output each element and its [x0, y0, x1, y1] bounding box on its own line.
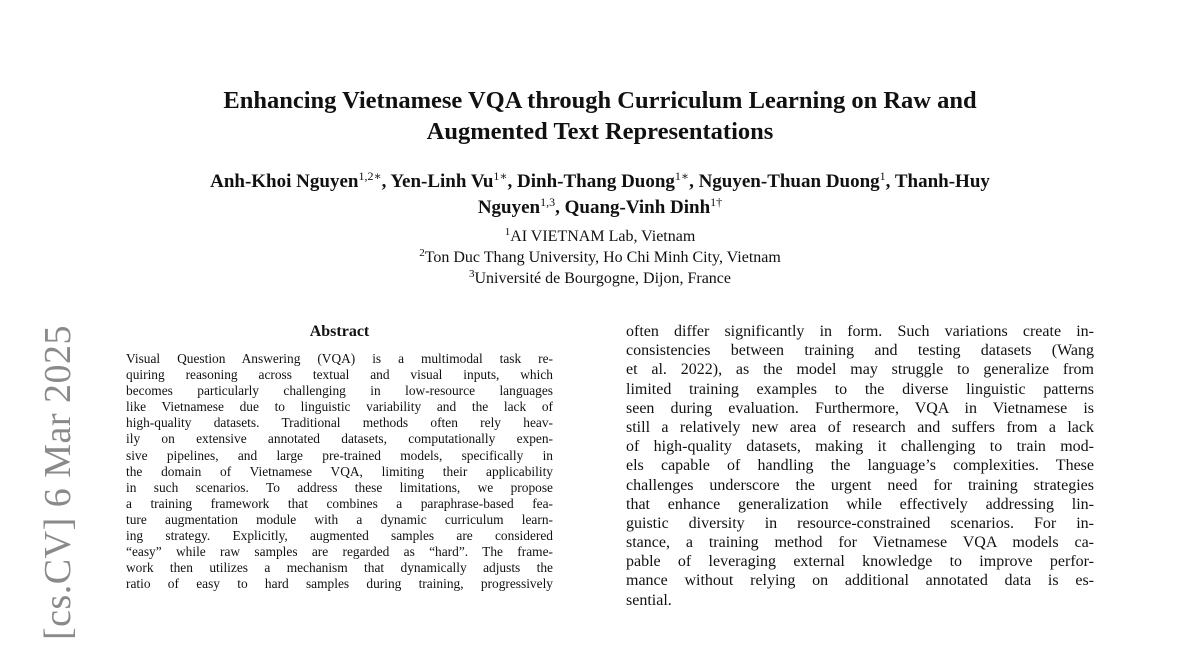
author-name: Dinh-Thang Duong [517, 171, 675, 192]
affiliation [200, 226, 1000, 247]
abstract-line: Visual Question Answering (VQA) is a multimodal task re- [126, 351, 553, 366]
author-separator: , [885, 171, 895, 192]
author-name: Thanh-Huy [894, 171, 990, 192]
author-affiliation-mark: 1,2∗ [358, 169, 382, 183]
body-text-line: often differ significantly in form. Such variations create in- [626, 323, 1094, 340]
affiliation [200, 247, 1000, 268]
author-line [60, 169, 1140, 195]
author-affiliation-mark: 1∗ [674, 169, 690, 183]
title-line: Augmented Text Representations [426, 118, 774, 145]
abstract-line: ily on extensive annotated datasets, computationally expen- [126, 431, 553, 447]
abstract-heading: Abstract [309, 323, 370, 340]
author-affiliation-mark: 1∗ [493, 169, 508, 183]
affiliation [200, 268, 1000, 289]
abstract-text [126, 351, 553, 592]
author-separator: , [689, 171, 699, 192]
abstract-line: in such scenarios. To address these limitations, we propose [126, 479, 553, 495]
author-list [60, 169, 1140, 221]
abstract-line: becomes particularly challenging in low-resource languages [126, 383, 553, 399]
abstract-line: sive pipelines, and large pre-trained models, specifically in [126, 447, 553, 463]
abstract-line: “easy” while raw samples are regarded as “hard”. The frame- [126, 544, 553, 560]
body-text-line: challenges underscore the urgent need for training strategies [626, 476, 1094, 494]
abstract-line: quiring reasoning across textual and visual inputs, which [126, 367, 553, 383]
author-name: Quang-Vinh Dinh [564, 197, 711, 218]
abstract-line: the domain of Vietnamese VQA, limiting their applicability [126, 463, 553, 479]
affiliation-mark: 2 [419, 247, 425, 259]
abstract-line: ratio of easy to hard samples during training, progressively [126, 576, 553, 592]
author-separator: , [381, 171, 391, 192]
author-name: Yen-Linh Vu [390, 171, 494, 192]
body-text-line: consistencies between training and testing datasets (Wang [626, 342, 1094, 360]
author-affiliation-mark: 1 [879, 169, 886, 183]
body-text-line: els capable of handling the language’s complexities. These [626, 457, 1094, 475]
author-affiliation-mark: 1,3 [540, 195, 556, 209]
body-text-line: seen during evaluation. Furthermore, VQA in Vietnamese is [626, 399, 1094, 417]
abstract-line: ture augmentation module with a dynamic curriculum learn- [126, 511, 553, 527]
affiliation-mark: 1 [504, 226, 511, 238]
arxiv-stamp: [cs.CV] 6 Mar 2025 [37, 324, 79, 640]
affiliation-text: AI VIETNAM Lab, Vietnam [510, 228, 696, 245]
right-column [626, 322, 1094, 610]
affiliation-mark: 3 [468, 268, 475, 280]
author-separator: , [507, 171, 518, 192]
abstract-line: high-quality datasets. Traditional methods often rely heav- [126, 415, 553, 431]
author-name: Nguyen-Thuan Duong [698, 171, 880, 192]
abstract-line: ing strategy. Explicitly, augmented samples are considered [126, 528, 553, 544]
author-name: Nguyen [477, 197, 541, 218]
body-text-line: et al. 2022), as the model may struggle to generalize from [626, 361, 1094, 379]
paper-title [100, 85, 1100, 147]
body-text-line: still a relatively new area of research and suffers from a lack [626, 418, 1094, 436]
affiliation-list [200, 226, 1000, 289]
affiliation-text: Ton Duc Thang University, Ho Chi Minh City, Vietnam [424, 249, 781, 266]
abstract-line: like Vietnamese due to linguistic variability and the lack of [126, 399, 553, 415]
author-name: Anh-Khoi Nguyen [210, 171, 359, 192]
title-line: Enhancing Vietnamese VQA through Curriculum Learning on Raw and [223, 87, 977, 114]
author-affiliation-mark: 1† [710, 195, 723, 209]
body-text-line: stance, a training method for Vietnamese VQA models ca- [626, 534, 1094, 552]
abstract-line: work then utilizes a mechanism that dynamically adjusts the [126, 560, 553, 576]
body-text-line: that enhance generalization while effectively addressing lin- [626, 495, 1094, 513]
author-separator: , [555, 197, 565, 218]
body-text-line: mance without relying on additional annotated data is es- [626, 572, 1094, 590]
body-text-line: guistic diversity in resource-constrained scenarios. For in- [626, 514, 1094, 532]
body-text-line: limited training examples to the diverse linguistic patterns [626, 380, 1094, 398]
body-text-line: of high-quality datasets, making it challenging to train mod- [626, 438, 1094, 456]
left-column [126, 322, 553, 592]
abstract-line: a training framework that combines a paraphrase-based fea- [126, 495, 553, 511]
body-text-line: sential. [626, 591, 672, 609]
affiliation-text: Université de Bourgogne, Dijon, France [474, 270, 732, 287]
author-line [60, 195, 1140, 221]
body-text-line: pable of leveraging external knowledge to improve perfor- [626, 553, 1094, 571]
